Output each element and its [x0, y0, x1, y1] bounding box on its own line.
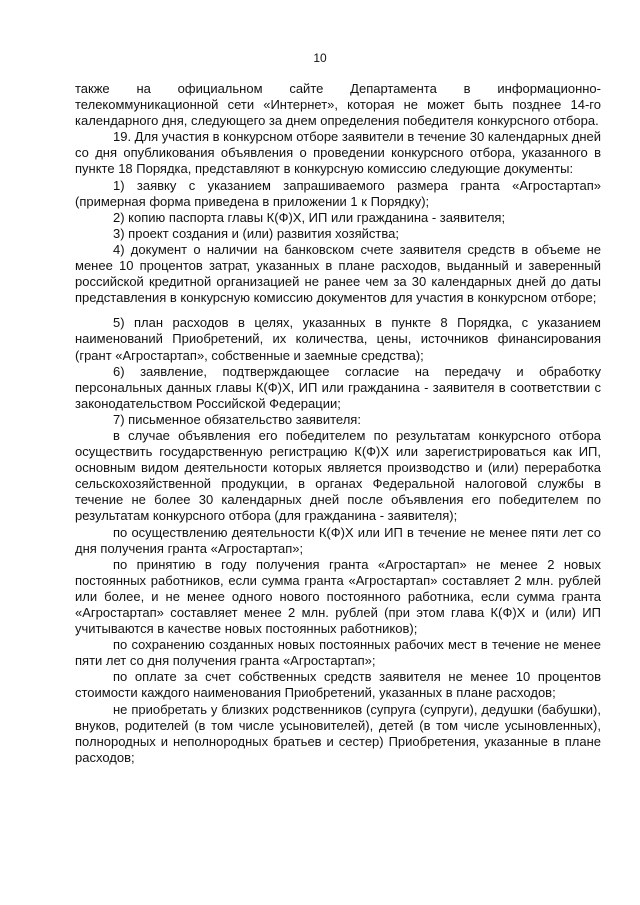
list-item-5: 5) план расходов в целях, указанных в пункте 8 Порядка, с указанием наименований Приобретений, их количества, цены, источников финансирования (грант «Агростартап», собственные и заемные средства);: [75, 315, 601, 363]
paragraph-item-19: 19. Для участия в конкурсном отборе заявители в течение 30 календарных дней со дня опубликования объявления о проведении конкурсного отбора, указанного в пункте 18 Порядка, представляют в конкурсную комиссию следующие документы:: [75, 129, 601, 177]
list-item-3: 3) проект создания и (или) развития хозяйства;: [113, 225, 399, 241]
list-item-1: 1) заявку с указанием запрашиваемого размера гранта «Агростартап» (примерная форма приведена в приложении 1 к Порядку);: [75, 177, 601, 209]
list-item-6: 6) заявление, подтверждающее согласие на передачу и обработку персональных данных главы К(Ф)Х, ИП или гражданина - заявителя в соответствии с законодательством Российской Федерации;: [75, 363, 601, 411]
paragraph-gap: [75, 306, 601, 315]
document-body: [75, 81, 601, 766]
list-item-2: 2) копию паспорта главы К(Ф)Х, ИП или гражданина - заявителя;: [113, 209, 506, 225]
obligation-employees: по принятию в году получения гранта «Агростартап» не менее 2 новых постоянных работников, если сумма гранта «Агростартап» составляет 2 млн. рублей или более, и не менее одного нового постоянного работника, если сумма гранта «Агростартап» составляет менее 2 млн. рублей (при этом глава К(Ф)Х и (или) ИП учитываются в качестве новых постоянных работников);: [75, 556, 601, 637]
obligation-payment: по оплате за счет собственных средств заявителя не менее 10 процентов стоимости каждого наименования Приобретений, указанных в плане расходов;: [75, 669, 601, 701]
paragraph-continuation: также на официальном сайте Департамента в информационно-телекоммуникационной сети «Интернет», которая не может быть позднее 14-го календарного дня, следующего за днем определения победителя конкурсного отбора.: [75, 81, 601, 129]
obligation-activity: по осуществлению деятельности К(Ф)Х или ИП в течение не менее пяти лет со дня получения гранта «Агростартап»;: [75, 524, 601, 556]
list-item-7: 7) письменное обязательство заявителя:: [113, 411, 361, 427]
page-number: 10: [313, 51, 327, 65]
obligation-jobs: по сохранению созданных новых постоянных рабочих мест в течение не менее пяти лет со дня получения гранта «Агростартап»;: [75, 637, 601, 669]
obligation-relatives: не приобретать у близких родственников (супруга (супруги), дедушки (бабушки), внуков, родителей (в том числе усыновителей), детей (в том числе усыновленных), полнородных и неполнородных братьев и сестер) Приобретения, указанные в плане расходов;: [75, 701, 601, 765]
obligation-registration: в случае объявления его победителем по результатам конкурсного отбора осуществить государственную регистрацию К(Ф)Х или зарегистрироваться как ИП, основным видом деятельности которых является производство и (или) переработка сельскохозяйственной продукции, в органах Федеральной налоговой службы в течение не более 30 календарных дней после объявления его победителем по результатам конкурсного отбора (для гражданина - заявителя);: [75, 427, 601, 524]
list-item-4: 4) документ о наличии на банковском счете заявителя средств в объеме не менее 10 процентов затрат, указанных в плане расходов, выданный и заверенный российской кредитной организацией не ранее чем за 30 календарных дней до даты представления в конкурсную комиссию документов для участия в конкурсном отборе;: [75, 241, 601, 306]
